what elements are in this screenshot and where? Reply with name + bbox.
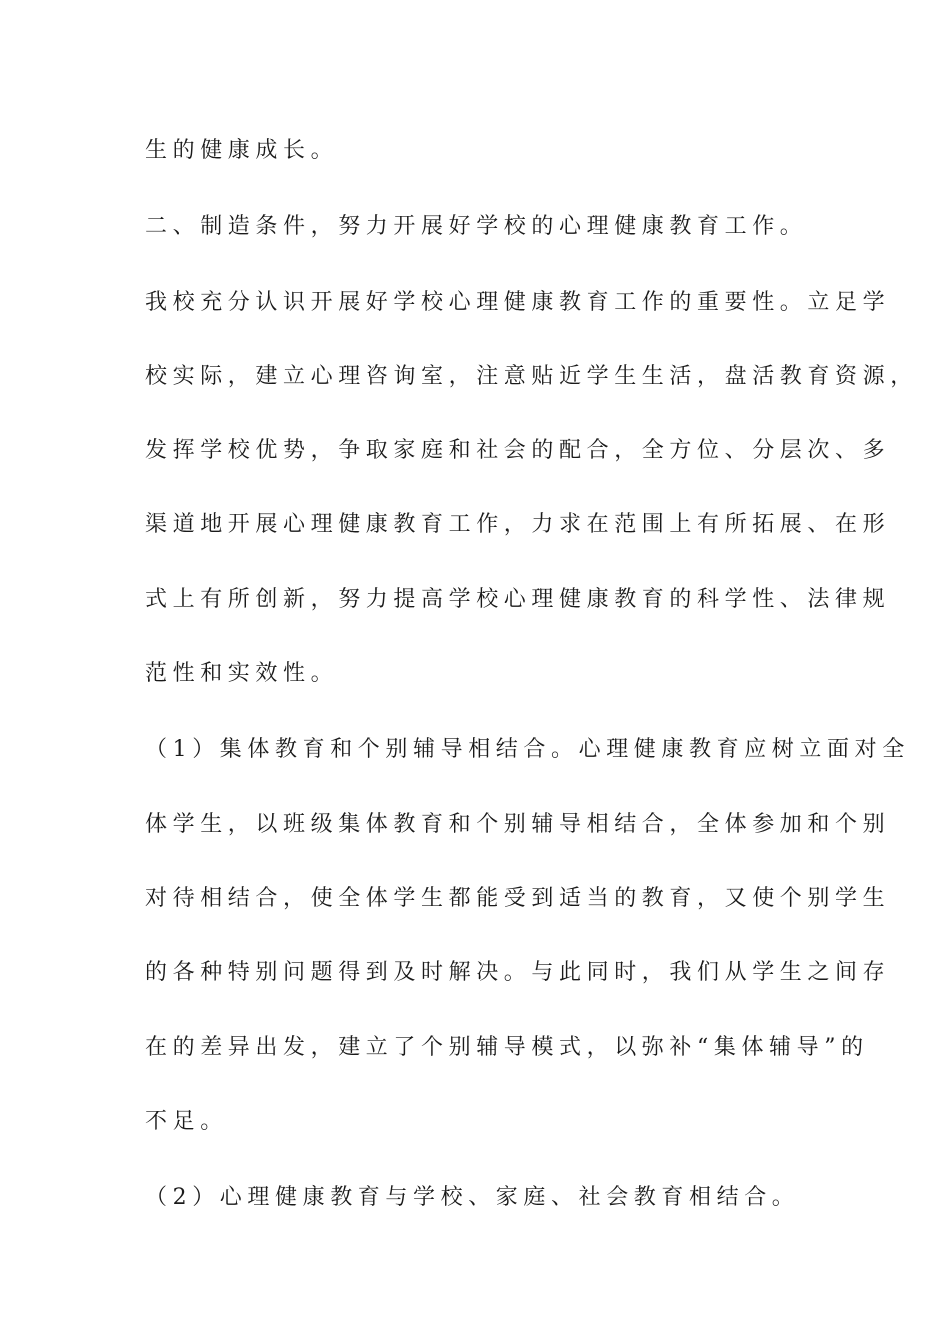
section-heading: 二、制造条件，努力开展好学校的心理健康教育工作。 (145, 214, 808, 239)
text-line-5: 发挥学校优势，争取家庭和社会的配合，全方位、分层次、多 (145, 438, 891, 463)
text-line-10: 体学生，以班级集体教育和个别辅导相结合，全体参加和个别 (145, 812, 891, 837)
text-line-12: 的各种特别问题得到及时解决。与此同时，我们从学生之间存 (145, 960, 891, 985)
text-line-3: 我校充分认识开展好学校心理健康教育工作的重要性。立足学 (145, 290, 891, 315)
text-line-8: 范性和实效性。 (145, 661, 339, 686)
text-line-15: （2）心理健康教育与学校、家庭、社会教育相结合。 (145, 1185, 800, 1210)
text-line-11: 对待相结合，使全体学生都能受到适当的教育，又使个别学生 (145, 886, 891, 911)
text-line-7: 式上有所创新，努力提高学校心理健康教育的科学性、法律规 (145, 587, 891, 612)
text-line-14: 不足。 (145, 1109, 228, 1134)
text-line-9: （1）集体教育和个别辅导相结合。心理健康教育应树立面对全 (145, 737, 910, 762)
text-line-4: 校实际，建立心理咨询室，注意贴近学生生活，盘活教育资源， (145, 364, 918, 389)
text-line-13: 在的差异出发，建立了个别辅导模式，以弥补“集体辅导”的 (145, 1035, 869, 1060)
text-line-6: 渠道地开展心理健康教育工作，力求在范围上有所拓展、在形 (145, 512, 891, 537)
text-line-1: 生的健康成长。 (145, 138, 339, 163)
